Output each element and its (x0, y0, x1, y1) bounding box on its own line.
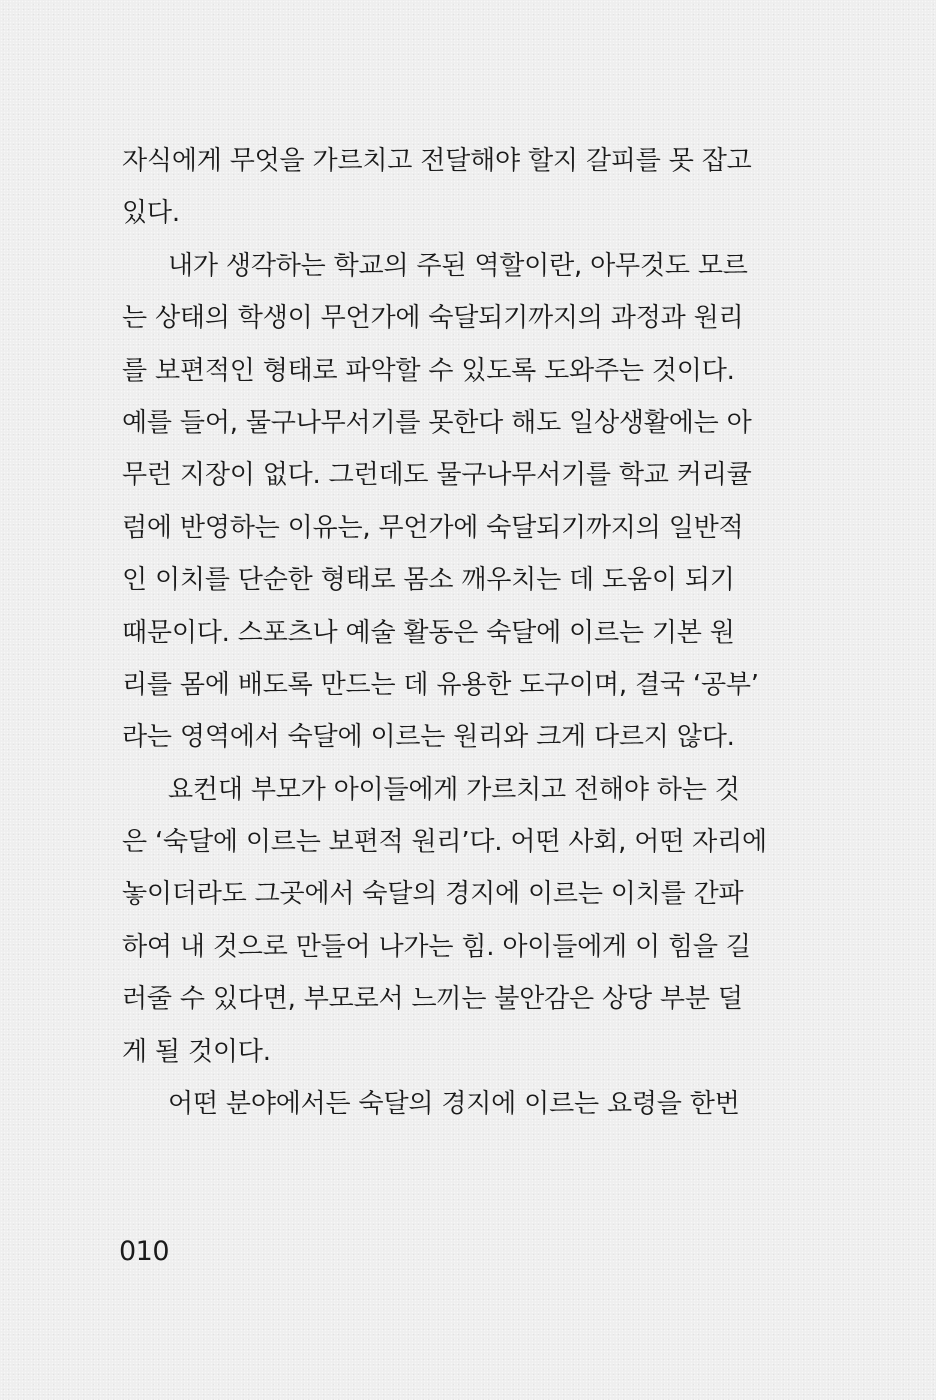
book-page-body (122, 139, 767, 1134)
line-text: 예를 들어, 물구나무서기를 못한다 해도 일상생활에는 아 (122, 407, 752, 438)
text-line (122, 453, 752, 505)
paragraph-start-line (122, 768, 740, 820)
line-text: 리를 몸에 배도록 만드는 데 유용한 도구이며, 결국 ‘공부’ (122, 669, 759, 700)
line-text: 놓이더라도 그곳에서 숙달의 경지에 이르는 이치를 간파 (122, 879, 744, 910)
text-line (122, 872, 744, 924)
text-line (122, 296, 744, 348)
text-line (122, 349, 735, 401)
text-line (122, 191, 722, 243)
page-number: 010 (119, 1236, 170, 1267)
line-text: 은 ‘숙달에 이르는 보편적 원리’다. 어떤 사회, 어떤 자리에 (122, 827, 767, 858)
line-text: 는 상태의 학생이 무언가에 숙달되기까지의 과정과 원리 (122, 303, 744, 334)
line-text: 인 이치를 단순한 형태로 몸소 깨우치는 데 도움이 되기 (122, 565, 735, 596)
text-line (122, 977, 743, 1029)
line-text: 때문이다. 스포츠나 예술 활동은 숙달에 이르는 기본 원 (122, 617, 735, 648)
text-line (122, 401, 752, 453)
line-text: 하여 내 것으로 만들어 나가는 힘. 아이들에게 이 힘을 길 (122, 931, 751, 962)
text-line (122, 715, 735, 767)
line-text: 어떤 분야에서든 숙달의 경지에 이르는 요령을 한번 (168, 1089, 740, 1120)
line-text: 러줄 수 있다면, 부모로서 느끼는 불안감은 상당 부분 덜 (122, 984, 743, 1015)
text-line (122, 558, 735, 610)
line-text: 요컨대 부모가 아이들에게 가르치고 전해야 하는 것 (168, 774, 740, 805)
line-text: 자식에게 무엇을 가르치고 전달해야 할지 갈피를 못 잡고 (122, 146, 752, 176)
line-text: 를 보편적인 형태로 파악할 수 있도록 도와주는 것이다. (122, 355, 735, 386)
text-line (122, 925, 751, 977)
paragraph-start-line (122, 1082, 740, 1134)
line-text: 라는 영역에서 숙달에 이르는 원리와 크게 다르지 않다. (122, 722, 735, 753)
line-text: 럼에 반영하는 이유는, 무언가에 숙달되기까지의 일반적 (122, 512, 744, 543)
line-text: 게 될 것이다. (122, 1036, 271, 1067)
line-text: 무런 지장이 없다. 그런데도 물구나무서기를 학교 커리큘 (122, 460, 752, 491)
text-line (122, 820, 767, 872)
text-line (122, 611, 735, 663)
text-line (122, 663, 759, 715)
line-text: 있다. (122, 198, 180, 229)
line-text: 내가 생각하는 학교의 주된 역할이란, 아무것도 모르 (168, 250, 748, 281)
text-line (122, 506, 744, 558)
text-line (122, 139, 752, 191)
text-line (122, 1030, 722, 1082)
paragraph-start-line (122, 244, 748, 296)
